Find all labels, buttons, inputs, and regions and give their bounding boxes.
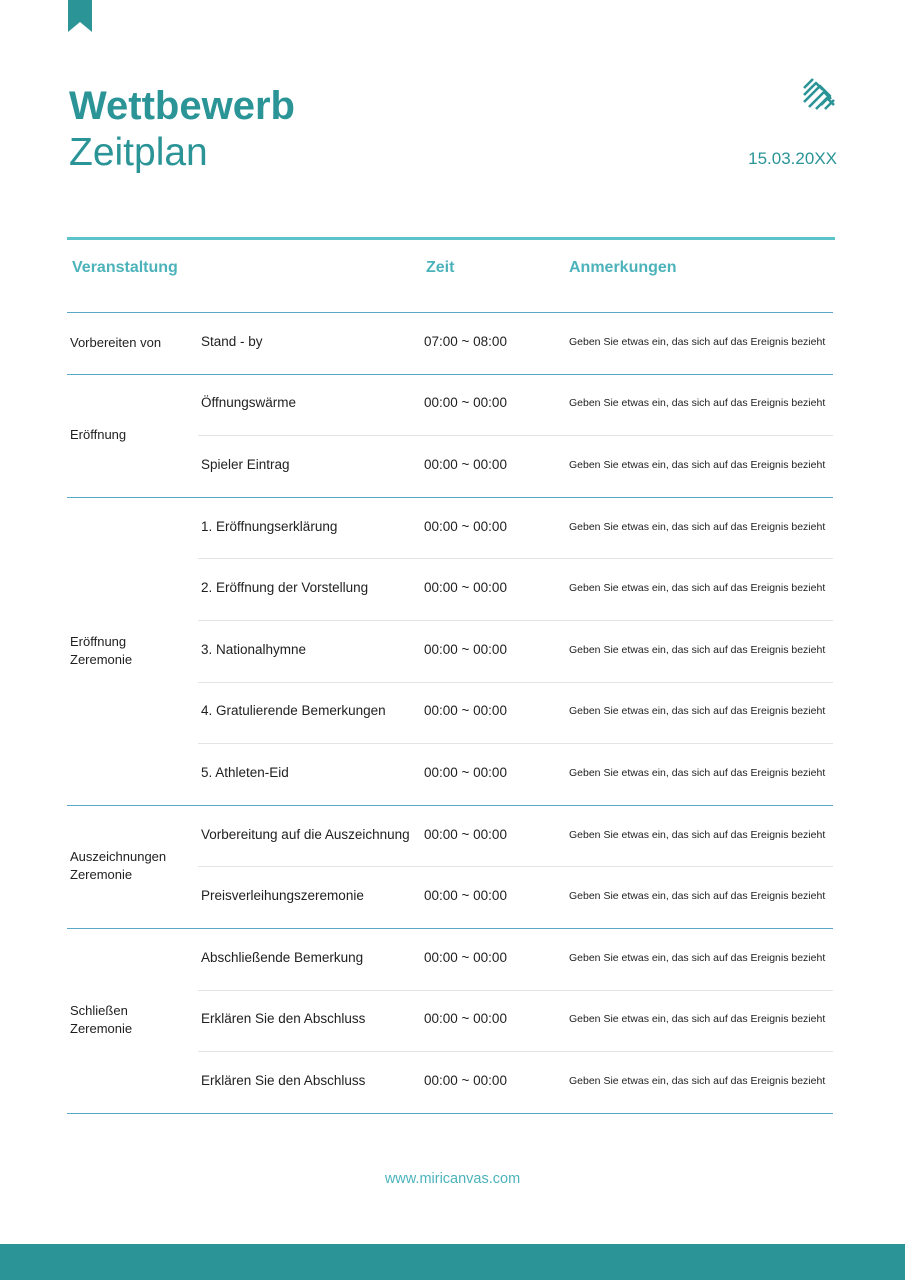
event-cell: 4. Gratulierende Bemerkungen	[201, 703, 386, 719]
event-cell: 5. Athleten-Eid	[201, 765, 289, 780]
time-cell: 00:00 ~ 00:00	[424, 765, 507, 780]
schedule-date: 15.03.20XX	[748, 149, 837, 168]
time-cell: 00:00 ~ 00:00	[424, 949, 507, 965]
group-label-line: Zeremonie	[70, 1021, 133, 1037]
event-cell: Erklären Sie den Abschluss	[201, 1073, 366, 1088]
column-header-notes: Anmerkungen	[569, 259, 677, 276]
time-cell: 00:00 ~ 00:00	[424, 826, 507, 842]
row-divider	[198, 866, 833, 867]
bottom-bar	[0, 1244, 905, 1280]
row-divider	[198, 990, 833, 991]
time-cell: 00:00 ~ 00:00	[424, 1011, 507, 1027]
event-cell: 2. Eröffnung der Vorstellung	[201, 580, 369, 596]
group-divider	[67, 374, 833, 375]
note-cell: Geben Sie etwas ein, das sich auf das Ereignis bezieht	[569, 828, 826, 841]
row-divider	[198, 620, 833, 621]
row-divider	[198, 1051, 833, 1052]
note-cell: Geben Sie etwas ein, das sich auf das Ereignis bezieht	[569, 582, 826, 595]
time-cell: 00:00 ~ 00:00	[424, 518, 507, 534]
note-cell: Geben Sie etwas ein, das sich auf das Ereignis bezieht	[569, 1075, 826, 1087]
page-title: Wettbewerb	[69, 84, 295, 128]
row-divider	[198, 435, 833, 436]
event-cell: Stand - by	[201, 333, 263, 349]
note-cell: Geben Sie etwas ein, das sich auf das Ereignis bezieht	[569, 767, 826, 779]
group-label-line: Eröffnung	[70, 633, 127, 649]
group-label-line: Eröffnung	[70, 427, 127, 443]
row-divider	[198, 682, 833, 683]
bookmark-ribbon-icon	[68, 0, 92, 32]
group-label	[70, 848, 166, 884]
group-label-line: Auszeichnungen	[70, 849, 167, 865]
row-divider	[198, 558, 833, 559]
note-cell: Geben Sie etwas ein, das sich auf das Ereignis bezieht	[569, 643, 826, 656]
event-cell: 3. Nationalhymne	[201, 641, 307, 657]
group-label-line: Zeremonie	[70, 651, 133, 667]
column-header-time: Zeit	[426, 259, 455, 276]
group-label-line: Vorbereiten von	[70, 334, 162, 350]
note-cell: Geben Sie etwas ein, das sich auf das Ereignis bezieht	[569, 1013, 826, 1026]
time-cell: 00:00 ~ 00:00	[424, 888, 507, 904]
time-cell: 00:00 ~ 00:00	[424, 580, 507, 596]
page-subtitle: Zeitplan	[69, 131, 208, 174]
event-cell: Vorbereitung auf die Auszeichnung	[201, 826, 410, 842]
note-cell: Geben Sie etwas ein, das sich auf das Ereignis bezieht	[569, 890, 826, 903]
group-label	[70, 1002, 132, 1038]
event-cell: Abschließende Bemerkung	[201, 949, 364, 965]
group-divider	[67, 1113, 833, 1114]
row-divider	[198, 743, 833, 744]
event-cell: 1. Eröffnungserklärung	[201, 518, 338, 534]
event-cell: Spieler Eintrag	[201, 457, 290, 472]
time-cell: 00:00 ~ 00:00	[424, 457, 507, 472]
time-cell: 00:00 ~ 00:00	[424, 641, 507, 657]
group-label-line: Schließen	[70, 1003, 128, 1019]
group-divider	[67, 497, 833, 498]
note-cell: Geben Sie etwas ein, das sich auf das Ereignis bezieht	[569, 397, 826, 410]
group-label-line: Zeremonie	[70, 867, 133, 883]
group-label	[70, 426, 126, 444]
time-cell: 07:00 ~ 08:00	[424, 333, 507, 349]
group-label	[70, 334, 161, 352]
event-cell: Erklären Sie den Abschluss	[201, 1011, 366, 1027]
footer-url[interactable]: www.miricanvas.com	[384, 1171, 521, 1187]
header-rule	[67, 237, 835, 240]
event-cell: Preisverleihungszeremonie	[201, 888, 364, 904]
time-cell: 00:00 ~ 00:00	[424, 395, 507, 411]
group-divider	[67, 928, 833, 929]
event-cell: Öffnungswärme	[201, 395, 297, 411]
column-header-event: Veranstaltung	[72, 259, 178, 276]
note-cell: Geben Sie etwas ein, das sich auf das Ereignis bezieht	[569, 520, 826, 533]
time-cell: 00:00 ~ 00:00	[424, 703, 507, 719]
striped-hexagon-logo-icon	[801, 76, 837, 112]
group-label	[70, 633, 132, 669]
note-cell: Geben Sie etwas ein, das sich auf das Ereignis bezieht	[569, 705, 826, 718]
note-cell: Geben Sie etwas ein, das sich auf das Ereignis bezieht	[569, 459, 826, 471]
group-divider	[67, 805, 833, 806]
note-cell: Geben Sie etwas ein, das sich auf das Ereignis bezieht	[569, 335, 826, 348]
time-cell: 00:00 ~ 00:00	[424, 1073, 507, 1088]
note-cell: Geben Sie etwas ein, das sich auf das Ereignis bezieht	[569, 951, 826, 964]
table-header-divider	[67, 312, 833, 313]
